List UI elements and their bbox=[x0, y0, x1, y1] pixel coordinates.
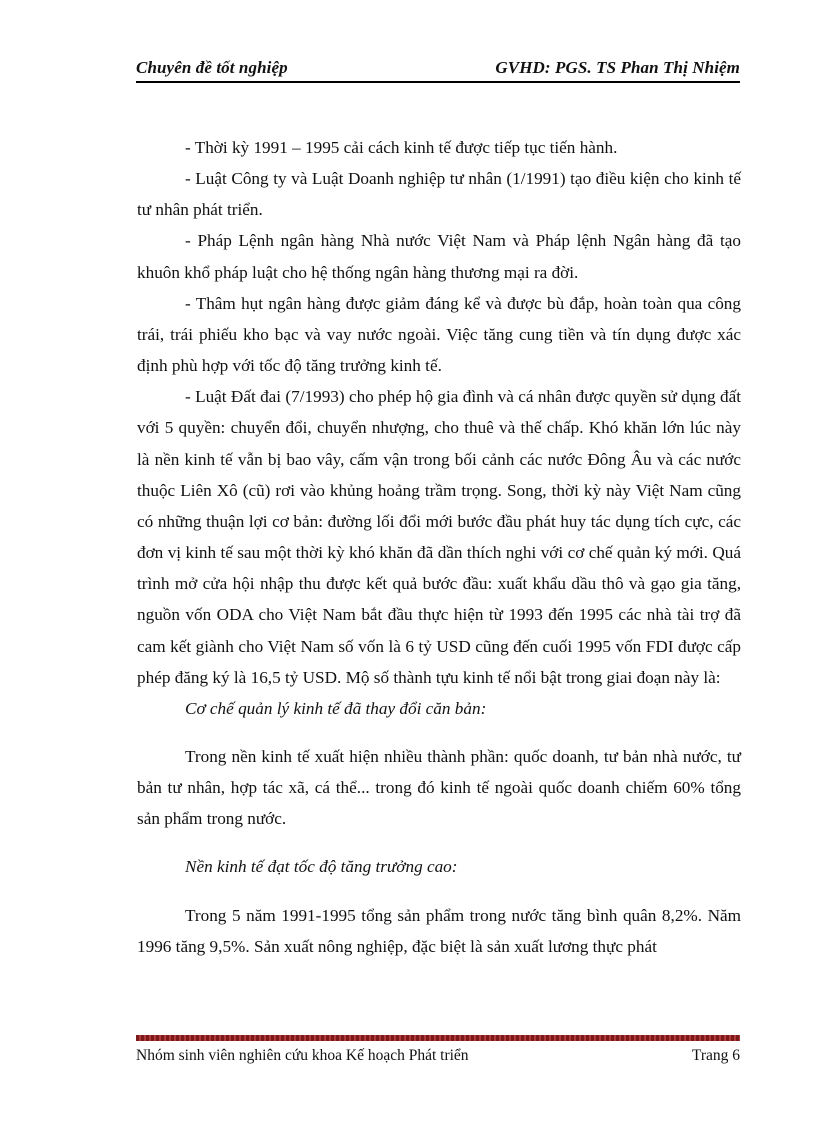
paragraph-growth: Trong 5 năm 1991-1995 tổng sản phẩm trong nước tăng bình quân 8,2%. Năm 1996 tăng 9,5%. Sản xuất nông nghiệp, đặc biệt là sản xuất lương thực phát bbox=[137, 905, 741, 956]
paragraph-2: - Luật Công ty và Luật Doanh nghiệp tư nhân (1/1991) tạo điều kiện cho kinh tế tư nhân phát triển. bbox=[137, 169, 741, 220]
header-title: Chuyên đề tốt nghiệp bbox=[136, 58, 288, 77]
paragraph-1: - Thời kỳ 1991 – 1995 cải cách kinh tế được tiếp tục tiến hành. bbox=[185, 138, 618, 157]
paragraph-economic-sectors: Trong nền kinh tế xuất hiện nhiều thành phần: quốc doanh, tư bản nhà nước, tư bản tư nhân, hợp tác xã, cá thể... trong đó kinh tế ngoài quốc doanh chiếm 60% tổng sản phẩm trong nước. bbox=[137, 746, 741, 829]
footer-group: Nhóm sinh viên nghiên cứu khoa Kế hoạch Phát triển bbox=[136, 1047, 469, 1064]
header-supervisor: GVHD: PGS. TS Phan Thị Nhiệm bbox=[495, 58, 740, 77]
document-body bbox=[137, 132, 741, 962]
subheading-management: Cơ chế quản lý kinh tế đã thay đổi căn bản: bbox=[185, 698, 487, 718]
subheading-growth: Nền kinh tế đạt tốc độ tăng trưởng cao: bbox=[185, 857, 458, 877]
footer-rule bbox=[136, 1035, 740, 1041]
header-rule bbox=[136, 81, 740, 83]
paragraph-4: - Thâm hụt ngân hàng được giảm đáng kể và được bù đắp, hoàn toàn qua công trái, trái phiếu kho bạc và vay nước ngoài. Việc tăng cung tiền và tín dụng được xác định phù hợp với tốc độ tăng trưởng kinh tế. bbox=[137, 293, 741, 376]
page-number: Trang 6 bbox=[691, 1047, 740, 1064]
paragraph-5: - Luật Đất đai (7/1993) cho phép hộ gia đình và cá nhân được quyền sử dụng đất với 5 quyền: chuyển đổi, chuyển nhượng, cho thuê và thế chấp. Khó khăn lớn lúc này là nền kinh tế vẫn bị bao vây, cấm vận trong bối cảnh các nước Đông Âu và các nước thuộc Liên Xô (cũ) rơi vào khủng hoảng trầm trọng. Song, thời kỳ này Việt Nam cũng có những thuận lợi cơ bản: đường lối đổi mới bước đầu phát huy tác dụng tích cực, các đơn vị kinh tế sau một thời kỳ khó khăn đã dần thích nghi với cơ chế quản ký mới. Quá trình mở cửa hội nhập thu được kết quả bước đầu: xuất khẩu dầu thô và gạo gia tăng, nguồn vốn ODA cho Việt Nam bắt đầu thực hiện từ 1993 đến 1995 các nhà tài trợ đã cam kết giành cho Việt Nam số vốn là 6 tỷ USD cũng đến cuối 1995 vốn FDI được cấp phép đăng ký là 16,5 tỷ USD. Mộ số thành tựu kinh tế nổi bật trong giai đoạn này là: bbox=[137, 387, 741, 687]
page-header bbox=[136, 58, 740, 82]
page-footer bbox=[136, 1047, 740, 1069]
paragraph-3: - Pháp Lệnh ngân hàng Nhà nước Việt Nam và Pháp lệnh Ngân hàng đã tạo khuôn khổ pháp luật cho hệ thống ngân hàng thương mại ra đời. bbox=[137, 231, 741, 282]
